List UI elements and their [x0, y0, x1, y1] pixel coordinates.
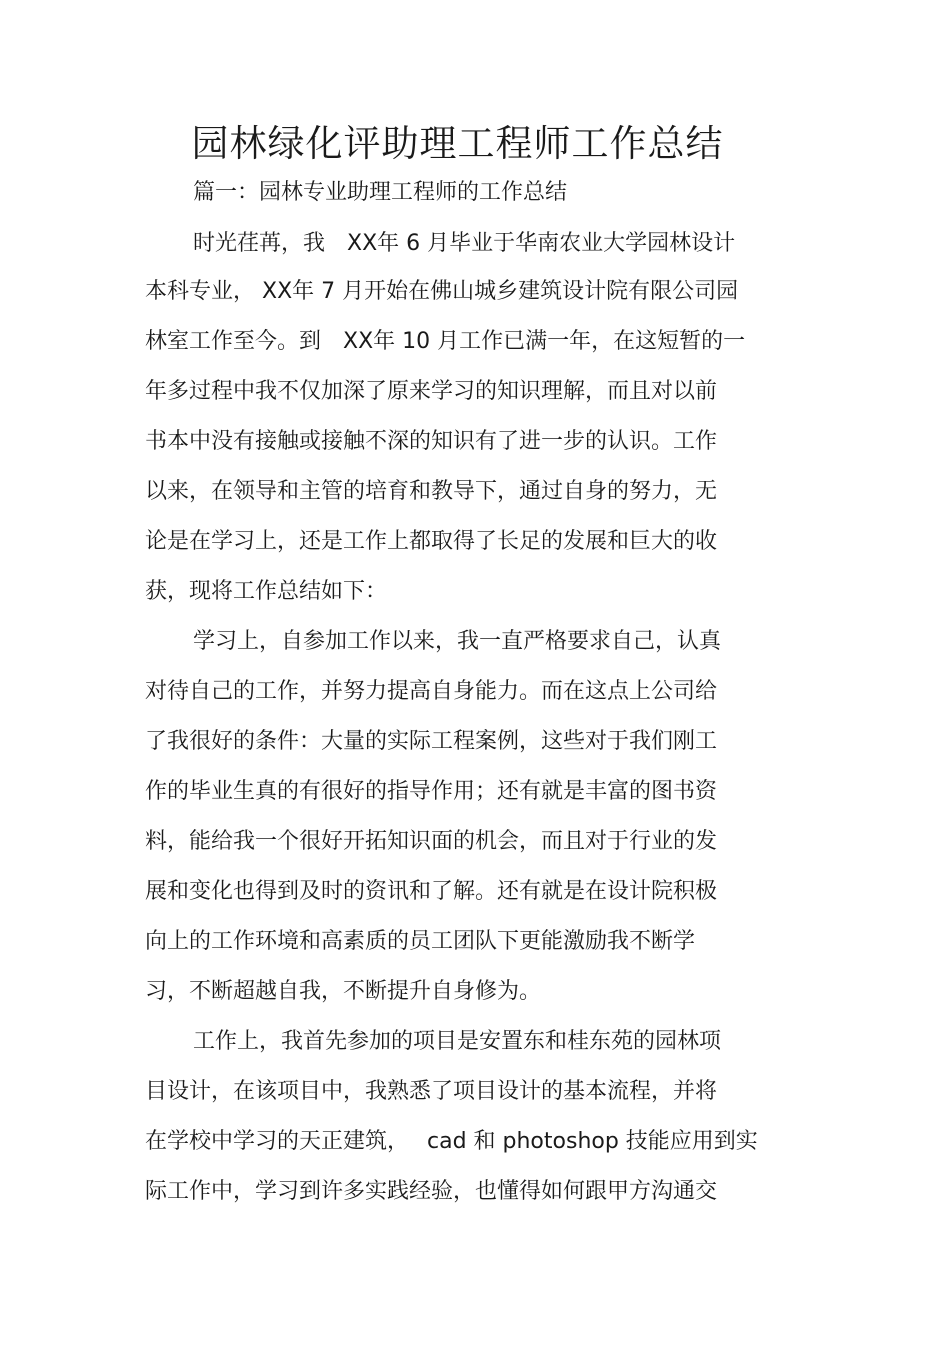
text-line: 料，能给我一个很好开拓知识面的机会，而且对于行业的发	[145, 829, 718, 854]
text-line: 以来，在领导和主管的培育和教导下，通过自身的努力，无	[145, 479, 718, 504]
text-line: 本科专业， XX年 7 月开始在佛山城乡建筑设计院有限公司园	[145, 279, 739, 304]
text-line: 获，现将工作总结如下：	[145, 579, 388, 604]
text-line: 向上的工作环境和高素质的员工团队下更能激励我不断学	[145, 929, 696, 954]
text-line: 年多过程中我不仅加深了原来学习的知识理解，而且对以前	[145, 379, 718, 404]
text-line: 学习上，自参加工作以来，我一直严格要求自己，认真	[193, 629, 722, 654]
text-line: 在学校中学习的天正建筑， cad 和 photoshop 技能应用到实	[145, 1129, 758, 1154]
text-line: 展和变化也得到及时的资讯和了解。还有就是在设计院积极	[145, 879, 718, 904]
text-line: 习，不断超越自我，不断提升自身修为。	[145, 979, 542, 1004]
text-line: 际工作中，学习到许多实践经验，也懂得如何跟甲方沟通交	[145, 1179, 718, 1204]
text-line: 作的毕业生真的有很好的指导作用；还有就是丰富的图书资	[145, 779, 718, 804]
text-line: 工作上，我首先参加的项目是安置东和桂东苑的园林项	[193, 1029, 722, 1054]
text-line: 论是在学习上，还是工作上都取得了长足的发展和巨大的收	[145, 529, 718, 554]
text-line: 时光荏苒，我 XX年 6 月毕业于华南农业大学园林设计	[193, 231, 736, 256]
document-title: 园林绿化评助理工程师工作总结	[191, 122, 724, 165]
text-line: 对待自己的工作，并努力提高自身能力。而在这点上公司给	[145, 679, 718, 704]
text-line: 书本中没有接触或接触不深的知识有了进一步的认识。工作	[145, 429, 718, 454]
section-heading: 篇一：园林专业助理工程师的工作总结	[193, 180, 568, 205]
text-line: 目设计，在该项目中，我熟悉了项目设计的基本流程，并将	[145, 1079, 718, 1104]
text-line: 了我很好的条件：大量的实际工程案例，这些对于我们刚工	[145, 729, 718, 754]
text-line: 林室工作至今。到 XX年 10 月工作已满一年，在这短暂的一	[145, 329, 746, 354]
